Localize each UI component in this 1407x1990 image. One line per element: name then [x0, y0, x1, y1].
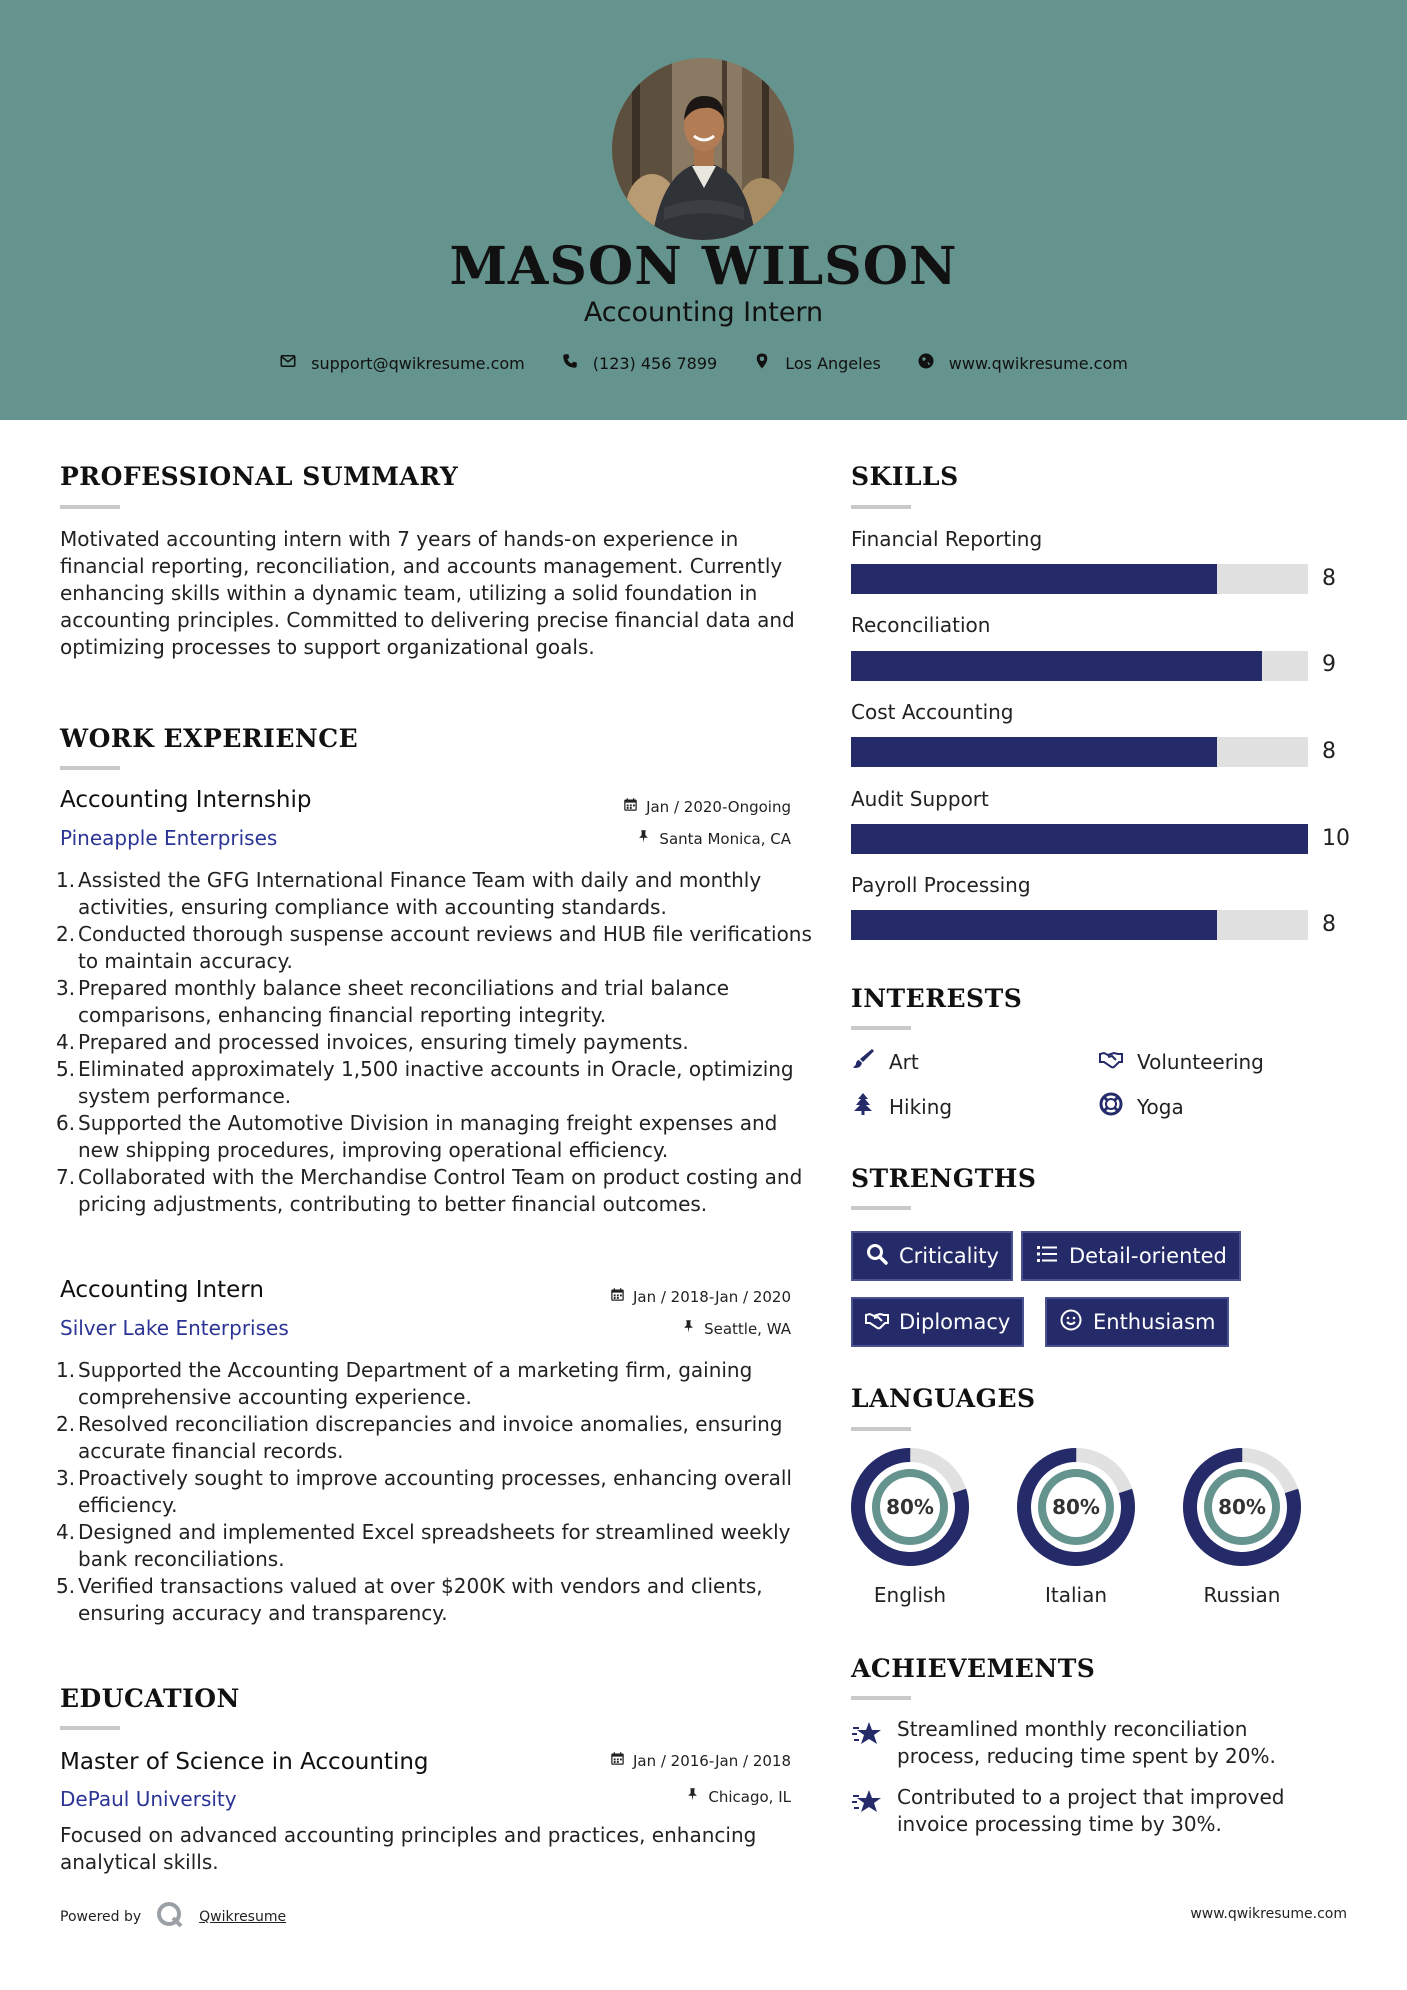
skill-bar-fill — [851, 910, 1217, 940]
handshake-icon — [1099, 1047, 1123, 1076]
strength-chip — [851, 1297, 1024, 1347]
education-date — [610, 1751, 791, 1770]
skill-bar-track — [851, 651, 1308, 681]
education-school: DePaul University — [60, 1787, 237, 1811]
summary-divider — [60, 505, 120, 509]
skill-name: Financial Reporting — [851, 527, 1043, 551]
list-item: 3. Proactively sought to improve accounting processes, enhancing overall efficiency. — [56, 1466, 792, 1517]
language-name: English — [873, 1583, 947, 1607]
job-1-company: Pineapple Enterprises — [60, 826, 278, 850]
achievements-divider — [851, 1696, 911, 1700]
summary-text: Motivated accounting intern with 7 years of hands-on experience in financial reporting, reconciliation, and accounts management. Currently enhancing skills within a dynamic team, utilizing a solid foundation in accounting principles. Committed to delivering precise financial data and optimizing processes to support organizational goals. — [60, 527, 795, 659]
interest-art — [851, 1047, 919, 1076]
skill-bar-track — [851, 737, 1308, 767]
contact-phone[interactable] — [561, 352, 717, 374]
handshake-icon — [865, 1308, 889, 1337]
strength-label: Enthusiasm — [1093, 1310, 1216, 1334]
footer-powered-by — [60, 1900, 286, 1934]
interest-label: Art — [889, 1049, 919, 1074]
list-item: 2. Conducted thorough suspense account reviews and HUB file verifications to maintain accuracy. — [56, 922, 812, 973]
experience-heading: WORK EXPERIENCE — [60, 724, 359, 753]
strength-chip — [1045, 1297, 1229, 1347]
languages-divider — [851, 1427, 911, 1431]
interest-label: Yoga — [1137, 1094, 1184, 1119]
star-icon — [851, 1784, 883, 1838]
interest-volunteering — [1099, 1047, 1264, 1076]
language-name: Russian — [1203, 1583, 1281, 1607]
list-item: 4. Designed and implemented Excel spreadsheets for streamlined weekly bank reconciliations. — [56, 1520, 791, 1571]
job-1-duties — [56, 867, 816, 1218]
language-percent: 80% — [1052, 1495, 1100, 1519]
education-location-text: Chicago, IL — [708, 1787, 791, 1806]
calendar-icon — [623, 797, 638, 816]
list-item: 1. Supported the Accounting Department of a marketing firm, gaining comprehensive accounting experience. — [56, 1358, 753, 1409]
list-item: 5. Eliminated approximately 1,500 inactive accounts in Oracle, optimizing system performance. — [56, 1057, 794, 1108]
skill-value: 10 — [1322, 826, 1350, 851]
list-item: 4. Prepared and processed invoices, ensuring timely payments. — [56, 1030, 689, 1054]
pushpin-icon — [685, 1787, 700, 1806]
list-item: 2. Resolved reconciliation discrepancies and invoice anomalies, ensuring accurate financial records. — [56, 1412, 783, 1463]
achievements-heading: ACHIEVEMENTS — [851, 1654, 1096, 1683]
skill-bar-track — [851, 824, 1308, 854]
qwikresume-link[interactable]: Qwikresume — [199, 1909, 287, 1925]
language-percent: 80% — [1218, 1495, 1266, 1519]
website-text: www.qwikresume.com — [948, 353, 1128, 373]
envelope-icon — [279, 352, 297, 374]
tree-icon — [851, 1092, 875, 1121]
strength-chip — [1021, 1231, 1241, 1281]
location-text: Los Angeles — [785, 353, 881, 373]
interests-heading: INTERESTS — [851, 984, 1023, 1013]
achievement-text: Contributed to a project that improved invoice processing time by 30%. — [897, 1785, 1285, 1836]
interest-label: Hiking — [889, 1094, 953, 1119]
powered-by-label: Powered by — [60, 1909, 142, 1925]
interests-divider — [851, 1026, 911, 1030]
job-2-company: Silver Lake Enterprises — [60, 1316, 289, 1340]
summary-heading: PROFESSIONAL SUMMARY — [60, 462, 459, 491]
skill-name: Payroll Processing — [851, 873, 1031, 897]
paint-brush-icon — [851, 1047, 875, 1076]
contact-website[interactable] — [917, 352, 1128, 374]
education-degree: Master of Science in Accounting — [60, 1749, 429, 1775]
calendar-icon — [610, 1287, 625, 1306]
footer-website[interactable]: www.qwikresume.com — [1190, 1906, 1347, 1922]
language-name: Italian — [1044, 1583, 1108, 1607]
skill-bar-fill — [851, 737, 1217, 767]
strength-label: Detail-oriented — [1069, 1244, 1227, 1268]
strengths-heading: STRENGTHS — [851, 1164, 1037, 1193]
header-banner — [0, 0, 1407, 420]
map-marker-icon — [753, 352, 771, 374]
skill-name: Audit Support — [851, 787, 989, 811]
job-2-location — [681, 1319, 791, 1338]
candidate-name: MASON WILSON — [449, 236, 958, 297]
smile-icon — [1059, 1308, 1083, 1337]
job-2-date — [610, 1287, 791, 1306]
email-text: support@qwikresume.com — [311, 353, 525, 373]
list-item: 6. Supported the Automotive Division in managing freight expenses and new shipping procedures, improving operational efficiency. — [56, 1111, 778, 1162]
interest-label: Volunteering — [1137, 1049, 1264, 1074]
education-location — [685, 1787, 791, 1806]
skill-bar-fill — [851, 824, 1308, 854]
skill-name: Reconciliation — [851, 613, 991, 637]
job-title: Accounting Intern — [583, 297, 824, 328]
strength-chip — [851, 1231, 1013, 1281]
pushpin-icon — [636, 829, 651, 848]
contact-email[interactable] — [279, 352, 525, 374]
phone-text: (123) 456 7899 — [592, 353, 718, 373]
job-1-date — [623, 797, 791, 816]
language-gauge — [1015, 1446, 1137, 1568]
skill-bar-fill — [851, 564, 1217, 594]
job-2-title: Accounting Intern — [60, 1277, 264, 1303]
education-date-text: Jan / 2016-Jan / 2018 — [632, 1751, 791, 1770]
star-icon — [851, 1716, 883, 1770]
strength-label: Criticality — [899, 1244, 999, 1268]
avatar — [612, 58, 794, 240]
list-icon — [1035, 1242, 1059, 1271]
interest-hiking — [851, 1092, 952, 1121]
search-icon — [865, 1242, 889, 1271]
skill-bar-fill — [851, 651, 1262, 681]
achievement-item — [851, 1716, 1321, 1770]
language-gauge — [1181, 1446, 1303, 1568]
strength-label: Diplomacy — [899, 1310, 1011, 1334]
calendar-icon — [610, 1751, 625, 1770]
pushpin-icon — [681, 1319, 696, 1338]
contact-bar — [0, 352, 1407, 374]
education-description: Focused on advanced accounting principles and practices, enhancing analytical skills. — [60, 1823, 757, 1874]
qwikresume-logo-icon — [155, 1900, 185, 1934]
education-heading: EDUCATION — [60, 1684, 240, 1713]
list-item: 7. Collaborated with the Merchandise Control Team on product costing and pricing adjustments, contributing to better financial outcomes. — [56, 1165, 803, 1216]
job-1-location — [636, 829, 791, 848]
contact-location — [753, 352, 881, 374]
job-2-duties — [56, 1357, 816, 1627]
job-1-date-text: Jan / 2020-Ongoing — [646, 797, 791, 816]
skills-heading: SKILLS — [851, 462, 959, 491]
skill-bar-track — [851, 564, 1308, 594]
language-gauge — [849, 1446, 971, 1568]
skill-name: Cost Accounting — [851, 700, 1014, 724]
strengths-divider — [851, 1206, 911, 1210]
skill-value: 8 — [1322, 912, 1336, 937]
language-percent: 80% — [886, 1495, 934, 1519]
achievement-text: Streamlined monthly reconciliation process, reducing time spent by 20%. — [897, 1717, 1276, 1768]
education-divider — [60, 1726, 120, 1730]
list-item: 5. Verified transactions valued at over $200K with vendors and clients, ensuring accuracy and transparency. — [56, 1574, 763, 1625]
achievement-item — [851, 1784, 1321, 1838]
globe-icon — [917, 352, 935, 374]
interest-yoga — [1099, 1092, 1184, 1121]
skill-value: 8 — [1322, 739, 1336, 764]
list-item: 1. Assisted the GFG International Finance Team with daily and monthly activities, ensuring compliance with accounting standards. — [56, 868, 762, 919]
job-2-date-text: Jan / 2018-Jan / 2020 — [632, 1287, 791, 1306]
skills-divider — [851, 505, 911, 509]
phone-icon — [561, 352, 579, 374]
job-1-location-text: Santa Monica, CA — [659, 829, 791, 848]
job-1-title: Accounting Internship — [60, 787, 312, 813]
skill-value: 8 — [1322, 566, 1336, 591]
skill-value: 9 — [1322, 652, 1336, 677]
skill-bar-track — [851, 910, 1308, 940]
languages-heading: LANGUAGES — [851, 1384, 1036, 1413]
job-2-location-text: Seattle, WA — [704, 1319, 791, 1338]
experience-divider — [60, 766, 120, 770]
list-item: 3. Prepared monthly balance sheet reconciliations and trial balance comparisons, enhancing financial reporting integrity. — [56, 976, 730, 1027]
life-ring-icon — [1099, 1092, 1123, 1121]
